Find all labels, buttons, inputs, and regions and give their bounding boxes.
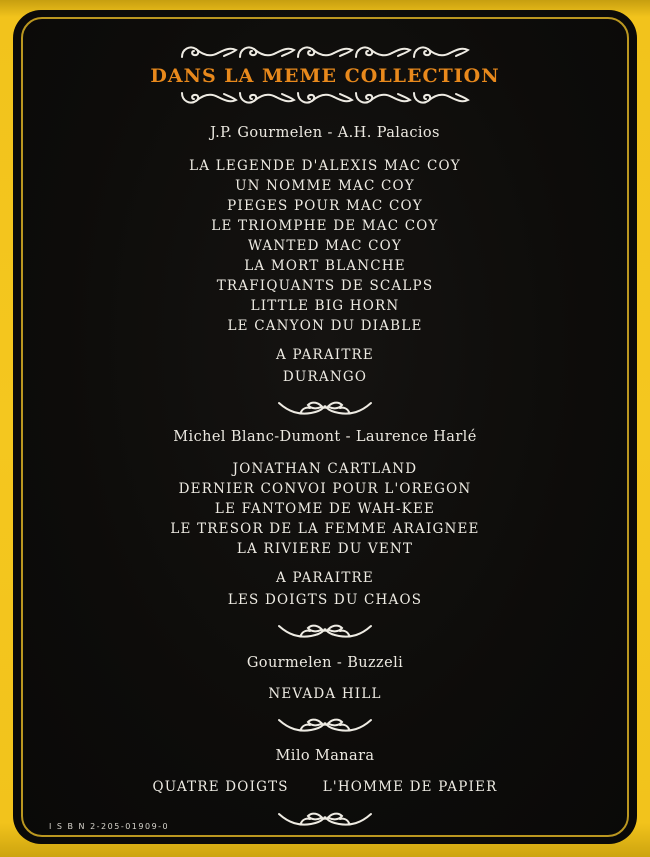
album-title: UN NOMME MAC COY — [235, 178, 415, 194]
upcoming-label: A PARAITRE — [276, 347, 374, 363]
album-title: LITTLE BIG HORN — [250, 298, 400, 314]
ornament-top-border-icon — [180, 44, 470, 60]
album-title: LE FANTOME DE WAH-KEE — [214, 501, 436, 517]
album-title: JONATHAN CARTLAND — [232, 461, 418, 477]
inline-titles-manara — [13, 777, 637, 797]
album-title: NEVADA HILL — [268, 686, 382, 702]
album-title: PIEGES POUR MAC COY — [227, 198, 423, 214]
black-panel — [13, 10, 637, 844]
album-title: LA MORT BLANCHE — [244, 258, 406, 274]
album-title: LE TRIOMPHE DE MAC COY — [211, 218, 439, 234]
album-title: DURANGO — [282, 369, 368, 385]
album-title: LA LEGENDE D'ALEXIS MAC COY — [189, 158, 461, 174]
authors-line-gourmelen-buzzeli: Gourmelen - Buzzeli — [246, 655, 404, 671]
section-divider-icon — [277, 810, 373, 828]
collection-header: DANS LA MEME COLLECTION — [150, 65, 500, 87]
section-divider-icon — [277, 716, 373, 734]
album-title: LES DOIGTS DU CHAOS — [227, 592, 423, 608]
titles-section-maccoy — [13, 156, 637, 336]
collection-list — [13, 10, 637, 844]
authors-line-manara: Milo Manara — [275, 748, 375, 764]
isbn-label: I S B N 2-205-01909-0 — [49, 822, 170, 831]
album-title: L'HOMME DE PAPIER — [322, 779, 498, 795]
album-title: DERNIER CONVOI POUR L'OREGON — [178, 481, 472, 497]
album-title: LE TRESOR DE LA FEMME ARAIGNEE — [170, 521, 480, 537]
album-title: TRAFIQUANTS DE SCALPS — [216, 278, 434, 294]
album-title: LA RIVIERE DU VENT — [236, 541, 414, 557]
authors-line-blancdumont-harle: Michel Blanc-Dumont - Laurence Harlé — [173, 429, 477, 445]
ornament-bottom-border-icon — [180, 90, 470, 106]
authors-line-gourmelen-palacios: J.P. Gourmelen - A.H. Palacios — [210, 125, 440, 141]
section-divider-icon — [277, 399, 373, 417]
album-title: LE CANYON DU DIABLE — [227, 318, 423, 334]
titles-section-cartland — [13, 459, 637, 559]
section-divider-icon — [277, 622, 373, 640]
album-title: QUATRE DOIGTS — [152, 779, 289, 795]
upcoming-label: A PARAITRE — [276, 570, 374, 586]
album-title: WANTED MAC COY — [247, 238, 403, 254]
